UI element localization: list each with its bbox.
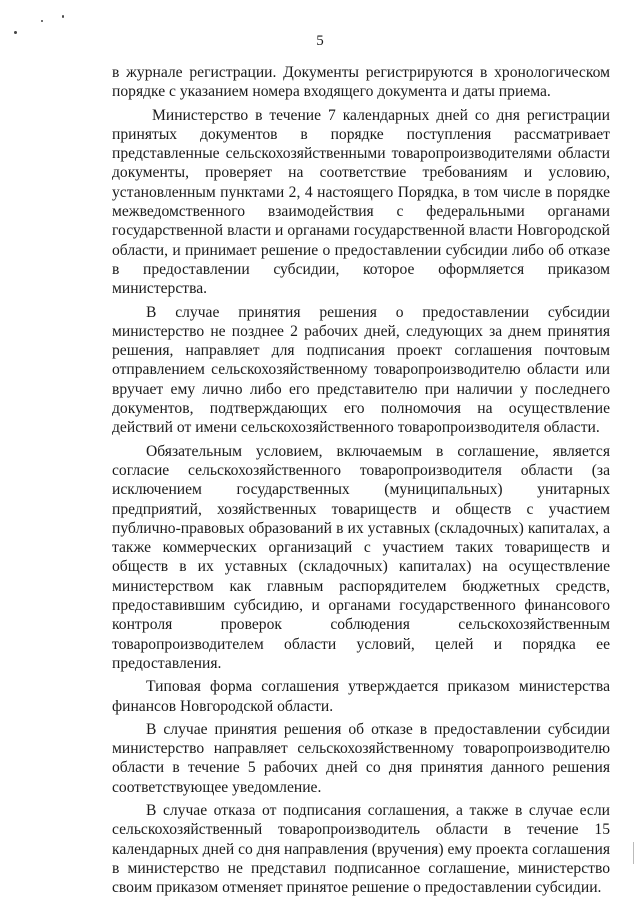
paragraph-refusal-notice: В случае принятия решения об отказе в предоставлении субсидии министерство направляет сельскохозяйственному товаропроизводителю области в течение 5 рабочих дней со дня принятия данного решения соответствующее уведомление.	[112, 720, 610, 796]
scan-speck	[41, 20, 43, 22]
paragraph-decision-cancellation: В случае отказа от подписания соглашения, а также в случае если сельскохозяйственный товаропроизводитель области в течение 15 календарных дней со дня направления (вручения) ему проекта соглашения в министерство не представил подписанное соглашение, министерство своим приказом отменяет принятое решение о предоставлении субсидии.	[112, 801, 610, 897]
paragraph-agreement-sending: В случае принятия решения о предоставлении субсидии министерство не позднее 2 рабочих дней, следующих за днем принятия решения, направляет для подписания проект соглашения почтовым отправлением сельскохозяйственному товаропроизводителю области или вручает ему лично либо его представителю при наличии у последнего документов, подтверждающих его полномочия на осуществление действий от имени сельскохозяйственного товаропроизводителя области.	[112, 303, 610, 437]
paragraph-standard-form: Типовая форма соглашения утверждается приказом министерства финансов Новгородской области.	[112, 678, 610, 715]
page-number: 5	[316, 33, 324, 49]
scan-edge-mark	[633, 842, 634, 864]
paragraph-review-of-documents: Министерство в течение 7 календарных дней со дня регистрации принятых документов в порядке поступления рассматривает представленные сельскохозяйственными товаропроизводителями области документы, проверяет на соответствие требованиям и условию, установленным пунктами 2, 4 настоящего Порядка, в том числе в порядке межведомственного взаимодействия с федеральными органами государственной власти и органами государственной власти Новгородской области, и принимает решение о предоставлении субсидии либо об отказе в предоставлении субсидии, которое оформляется приказом министерства.	[112, 106, 610, 298]
document-body	[112, 63, 610, 901]
paragraph-registration-continuation: в журнале регистрации. Документы регистрируются в хронологическом порядке с указанием номера входящего документа и даты приема.	[112, 64, 610, 101]
scan-speck	[62, 15, 64, 18]
paragraph-mandatory-condition: Обязательным условием, включаемым в соглашение, является согласие сельскохозяйственного товаропроизводителя области (за исключением государственных (муниципальных) унитарных предприятий, хозяйственных товариществ и обществ с участием публично-правовых образований в их уставных (складочных) капиталах, а также коммерческих организаций с участием таких товариществ и обществ в их уставных (складочных) капиталах) на осуществление министерством как главным распорядителем бюджетных средств, предоставившим субсидию, и органами государственного финансового контроля проверок соблюдения сельскохозяйственным товаропроизводителем области условий, целей и порядка ее предоставления.	[112, 442, 610, 672]
